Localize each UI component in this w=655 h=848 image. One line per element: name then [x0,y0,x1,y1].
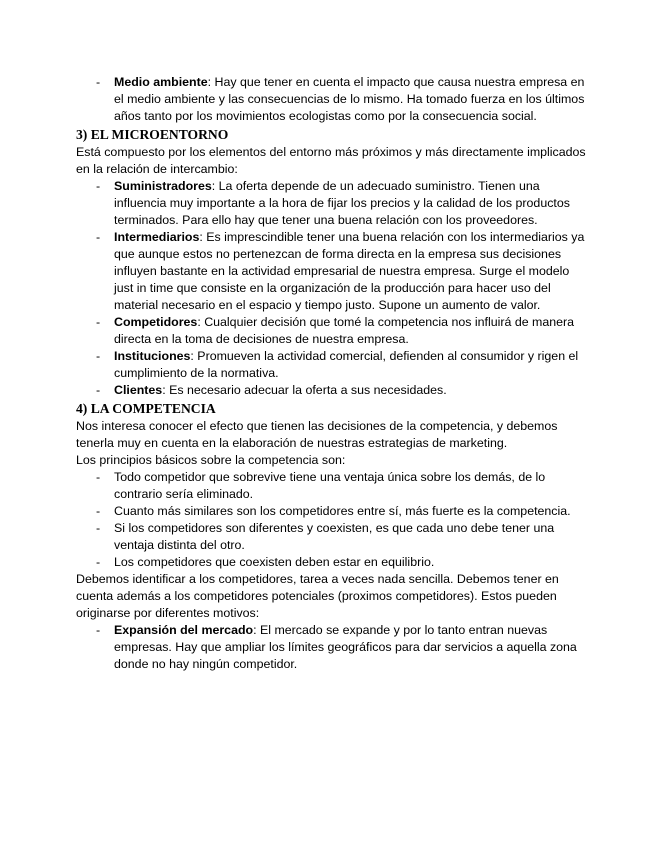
principles-list [76,469,586,571]
motives-list [76,622,586,673]
item-text: : Cualquier decisión que tomé la competencia nos influirá de manera directa en la toma de decisiones de nuestra empresa. [114,315,575,346]
microentorno-intro: Está compuesto por los elementos del entorno más próximos y más directamente implicados en la relación de intercambio: [76,145,586,176]
principles-intro: Los principios básicos sobre la competencia son: [76,453,346,467]
item-text: : Hay que tener en cuenta el impacto que causa nuestra empresa en el medio ambiente y las consecuencias de lo mismo. Ha tomado fuerza en los últimos años tanto por los movimientos ecologistas como por la consecuencia social. [114,75,585,123]
item-text: : Es imprescindible tener una buena relación con los intermediarios ya que aunque estos no pertenezcan de forma directa en la empresa sus decisiones influyen bastante en la actividad empresarial de nuestra empresa. Surge el modelo just in time que consiste en la organización de la producción para hacer uso del material necesario en el espacio y tiempo justo. Supone un aumento de valor. [114,230,585,312]
item-term: Instituciones [114,349,191,363]
section-heading-microentorno: 3) EL MICROENTORNO [76,127,229,142]
competitors-outro: Debemos identificar a los competidores, tarea a veces nada sencilla. Debemos tener en cuenta además a los competidores potenciales (proximos competidores). Estos pueden originarse por diferentes motivos: [76,572,559,620]
item-term: Competidores [114,315,198,329]
item-text: : Es necesario adecuar la oferta a sus necesidades. [162,383,447,397]
microentorno-list [76,178,586,399]
list-item [76,382,586,399]
list-item [76,622,586,673]
item-text: : La oferta depende de un adecuado suministro. Tienen una influencia muy importante a la hora de fijar los precios y la calidad de los productos terminados. Para ello hay que tener una buena relación con los proveedores. [114,179,570,227]
list-item [76,74,586,125]
intro-list [76,74,586,125]
list-item [76,178,586,229]
item-term: Intermediarios [114,230,200,244]
item-term: Clientes [114,383,163,397]
list-item [76,314,586,348]
competencia-intro: Nos interesa conocer el efecto que tienen las decisiones de la competencia, y debemos tenerla muy en cuenta en la elaboración de nuestras estrategias de marketing. [76,419,558,450]
item-term: Suministradores [114,179,212,193]
list-item [76,229,586,314]
item-term: Medio ambiente [114,75,208,89]
item-text: : El mercado se expande y por lo tanto entran nuevas empresas. Hay que ampliar los límites geográficos para dar servicios a aquella zona donde no hay ningún competidor. [114,623,577,671]
document-page [76,74,586,673]
list-item: - Los competidores que coexisten deben estar en equilibrio. [76,554,586,571]
item-text: : Promueven la actividad comercial, defienden al consumidor y rigen el cumplimiento de la normativa. [114,349,579,380]
item-term: Expansión del mercado [114,623,254,637]
list-item: - Cuanto más similares son los competidores entre sí, más fuerte es la competencia. [76,503,586,520]
list-item: - Todo competidor que sobrevive tiene una ventaja única sobre los demás, de lo contrario sería eliminado. [76,469,586,503]
list-item: - Si los competidores son diferentes y coexisten, es que cada uno debe tener una ventaja distinta del otro. [76,520,586,554]
section-heading-competencia: 4) LA COMPETENCIA [76,401,216,416]
list-item [76,348,586,382]
